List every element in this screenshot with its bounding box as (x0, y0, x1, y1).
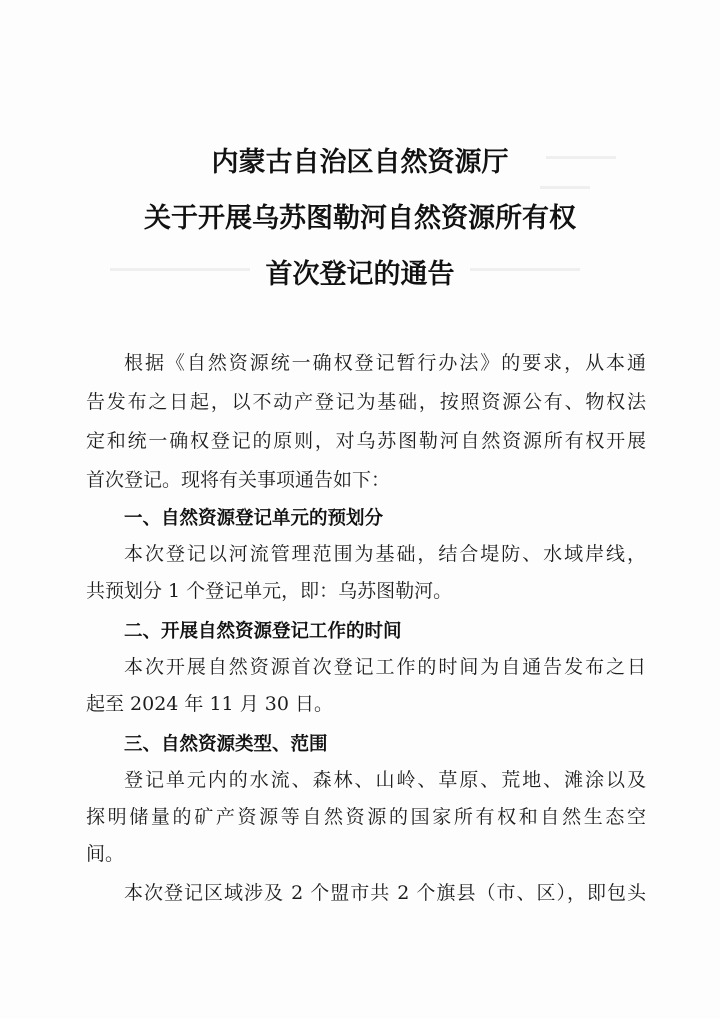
section-heading-2: 二、开展自然资源登记工作的时间 (124, 621, 402, 642)
section3-paragraph2-line: 本次登记区域涉及 2 个盟市共 2 个旗县（市、区），即包头 (124, 882, 646, 904)
document-title-line-2: 关于开展乌苏图勒河自然资源所有权 (144, 203, 576, 234)
section1-line: 本次登记以河流管理范围为基础，结合堤防、水域岸线， (124, 543, 646, 565)
scan-bleed-mark (540, 186, 590, 189)
section3-line: 登记单元内的水流、森林、山岭、草原、荒地、滩涂以及 (124, 769, 646, 791)
section3-line: 间。 (86, 843, 125, 865)
intro-line: 告发布之日起，以不动产登记为基础，按照资源公有、物权法 (86, 391, 646, 413)
document-title-line-1: 内蒙古自治区自然资源厅 (211, 147, 509, 178)
section2-line: 本次开展自然资源首次登记工作的时间为自通告发布之日 (124, 656, 646, 678)
section1-line: 共预划分 1 个登记单元，即：乌苏图勒河。 (86, 580, 453, 602)
section2-line: 起至 2024 年 11 月 30 日。 (86, 693, 333, 715)
intro-line: 首次登记。现将有关事项通告如下： (86, 469, 391, 491)
section-heading-3: 三、自然资源类型、范围 (124, 734, 328, 755)
intro-line: 定和统一确权登记的原则，对乌苏图勒河自然资源所有权开展 (86, 430, 646, 452)
section3-line: 探明储量的矿产资源等自然资源的国家所有权和自然生态空 (86, 806, 646, 828)
intro-line: 根据《自然资源统一确权登记暂行办法》的要求，从本通 (124, 352, 646, 374)
section-heading-1: 一、自然资源登记单元的预划分 (124, 508, 384, 529)
document-title-line-3: 首次登记的通告 (265, 259, 455, 290)
